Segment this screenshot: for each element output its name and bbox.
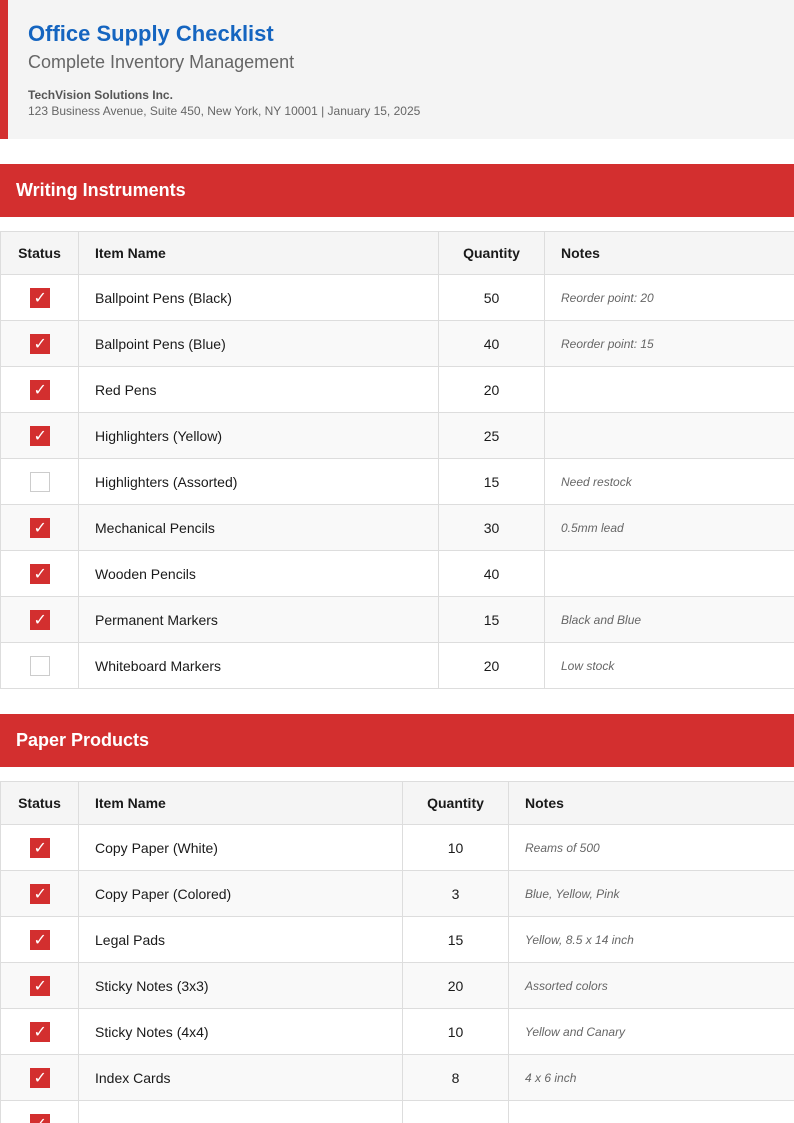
status-checkbox[interactable] bbox=[30, 564, 50, 584]
item-notes: Black and Blue bbox=[545, 597, 794, 643]
item-name: Mechanical Pencils bbox=[79, 505, 439, 551]
table-row bbox=[1, 551, 794, 597]
table-row bbox=[1, 459, 794, 505]
status-cell bbox=[1, 1101, 79, 1123]
column-header-quantity: Quantity bbox=[439, 232, 545, 275]
column-header-item: Item Name bbox=[79, 782, 403, 825]
status-cell bbox=[1, 825, 79, 871]
table-row bbox=[1, 1055, 794, 1101]
table-header-row bbox=[1, 782, 794, 825]
item-name: Copy Paper (Colored) bbox=[79, 871, 403, 917]
table-row bbox=[1, 917, 794, 963]
section-paper-products bbox=[0, 714, 794, 1123]
item-name: Sticky Notes (3x3) bbox=[79, 963, 403, 1009]
item-notes: Yellow, 8.5 x 14 inch bbox=[509, 917, 794, 963]
status-cell bbox=[1, 413, 79, 459]
column-header-status: Status bbox=[1, 232, 79, 275]
item-quantity: 15 bbox=[403, 917, 509, 963]
table-row bbox=[1, 963, 794, 1009]
status-cell bbox=[1, 597, 79, 643]
status-cell bbox=[1, 321, 79, 367]
document-header bbox=[0, 0, 794, 139]
status-cell bbox=[1, 1009, 79, 1055]
status-checkbox[interactable] bbox=[30, 610, 50, 630]
status-checkbox[interactable] bbox=[30, 334, 50, 354]
item-quantity: 20 bbox=[439, 643, 545, 689]
item-notes: Reorder point: 20 bbox=[545, 275, 794, 321]
page-subtitle: Complete Inventory Management bbox=[28, 52, 295, 72]
item-quantity: 3 bbox=[403, 871, 509, 917]
status-checkbox[interactable] bbox=[30, 976, 50, 996]
item-name: Wooden Pencils bbox=[79, 551, 439, 597]
page-title: Office Supply Checklist bbox=[28, 21, 274, 46]
item-notes: Need restock bbox=[545, 459, 794, 505]
status-cell bbox=[1, 871, 79, 917]
status-checkbox[interactable] bbox=[30, 518, 50, 538]
status-checkbox[interactable] bbox=[30, 1022, 50, 1042]
item-quantity: 30 bbox=[439, 505, 545, 551]
item-name: Copy Paper (White) bbox=[79, 825, 403, 871]
item-name: Index Cards bbox=[79, 1055, 403, 1101]
status-checkbox[interactable] bbox=[30, 1068, 50, 1088]
status-checkbox[interactable] bbox=[30, 930, 50, 950]
column-header-quantity: Quantity bbox=[403, 782, 509, 825]
item-quantity: 10 bbox=[403, 825, 509, 871]
table-row bbox=[1, 1101, 794, 1123]
item-quantity: 40 bbox=[439, 551, 545, 597]
item-quantity: 25 bbox=[439, 413, 545, 459]
status-checkbox[interactable] bbox=[30, 884, 50, 904]
section-title: Paper Products bbox=[0, 714, 794, 767]
status-cell bbox=[1, 963, 79, 1009]
status-cell bbox=[1, 643, 79, 689]
status-cell bbox=[1, 917, 79, 963]
status-cell bbox=[1, 459, 79, 505]
item-quantity: 50 bbox=[439, 275, 545, 321]
supply-table bbox=[0, 231, 794, 689]
item-quantity: 10 bbox=[403, 1009, 509, 1055]
column-header-notes: Notes bbox=[545, 232, 794, 275]
company-address: 123 Business Avenue, Suite 450, New York, NY 10001 | January 15, 2025 bbox=[28, 104, 421, 118]
status-cell bbox=[1, 275, 79, 321]
item-name: Sticky Notes (4x4) bbox=[79, 1009, 403, 1055]
status-checkbox[interactable] bbox=[30, 1114, 50, 1123]
status-checkbox[interactable] bbox=[30, 380, 50, 400]
status-cell bbox=[1, 551, 79, 597]
table-row bbox=[1, 505, 794, 551]
item-notes: Reorder point: 15 bbox=[545, 321, 794, 367]
section-writing-instruments bbox=[0, 164, 794, 689]
table-row bbox=[1, 825, 794, 871]
item-quantity: 15 bbox=[439, 459, 545, 505]
item-notes: Reams of 500 bbox=[509, 825, 794, 871]
item-notes: 0.5mm lead bbox=[545, 505, 794, 551]
item-name: Red Pens bbox=[79, 367, 439, 413]
status-cell bbox=[1, 1055, 79, 1101]
item-notes: Low stock bbox=[545, 643, 794, 689]
table-row bbox=[1, 367, 794, 413]
column-header-item: Item Name bbox=[79, 232, 439, 275]
item-name: Legal Pads bbox=[79, 917, 403, 963]
status-checkbox[interactable] bbox=[30, 838, 50, 858]
item-name: Ballpoint Pens (Black) bbox=[79, 275, 439, 321]
item-notes bbox=[545, 367, 794, 413]
item-quantity: 20 bbox=[403, 963, 509, 1009]
item-name bbox=[79, 1101, 403, 1123]
item-quantity: 20 bbox=[439, 367, 545, 413]
table-header-row bbox=[1, 232, 794, 275]
table-row bbox=[1, 597, 794, 643]
status-checkbox[interactable] bbox=[30, 472, 50, 492]
item-quantity: 40 bbox=[439, 321, 545, 367]
table-row bbox=[1, 413, 794, 459]
item-notes bbox=[545, 551, 794, 597]
table-row bbox=[1, 871, 794, 917]
table-row bbox=[1, 275, 794, 321]
status-cell bbox=[1, 367, 79, 413]
item-name: Highlighters (Assorted) bbox=[79, 459, 439, 505]
item-name: Permanent Markers bbox=[79, 597, 439, 643]
item-notes: Blue, Yellow, Pink bbox=[509, 871, 794, 917]
status-checkbox[interactable] bbox=[30, 288, 50, 308]
item-notes: Assorted colors bbox=[509, 963, 794, 1009]
item-name: Highlighters (Yellow) bbox=[79, 413, 439, 459]
table-row bbox=[1, 643, 794, 689]
supply-table bbox=[0, 781, 794, 1123]
company-name: TechVision Solutions Inc. bbox=[28, 88, 173, 102]
table-row bbox=[1, 1009, 794, 1055]
item-notes: 4 x 6 inch bbox=[509, 1055, 794, 1101]
status-checkbox[interactable] bbox=[30, 656, 50, 676]
status-cell bbox=[1, 505, 79, 551]
item-quantity: 8 bbox=[403, 1055, 509, 1101]
table-row bbox=[1, 321, 794, 367]
item-quantity: 15 bbox=[439, 597, 545, 643]
column-header-status: Status bbox=[1, 782, 79, 825]
item-quantity bbox=[403, 1101, 509, 1123]
item-notes bbox=[509, 1101, 794, 1123]
item-name: Ballpoint Pens (Blue) bbox=[79, 321, 439, 367]
item-name: Whiteboard Markers bbox=[79, 643, 439, 689]
item-notes: Yellow and Canary bbox=[509, 1009, 794, 1055]
column-header-notes: Notes bbox=[509, 782, 794, 825]
status-checkbox[interactable] bbox=[30, 426, 50, 446]
section-title: Writing Instruments bbox=[0, 164, 794, 217]
item-notes bbox=[545, 413, 794, 459]
